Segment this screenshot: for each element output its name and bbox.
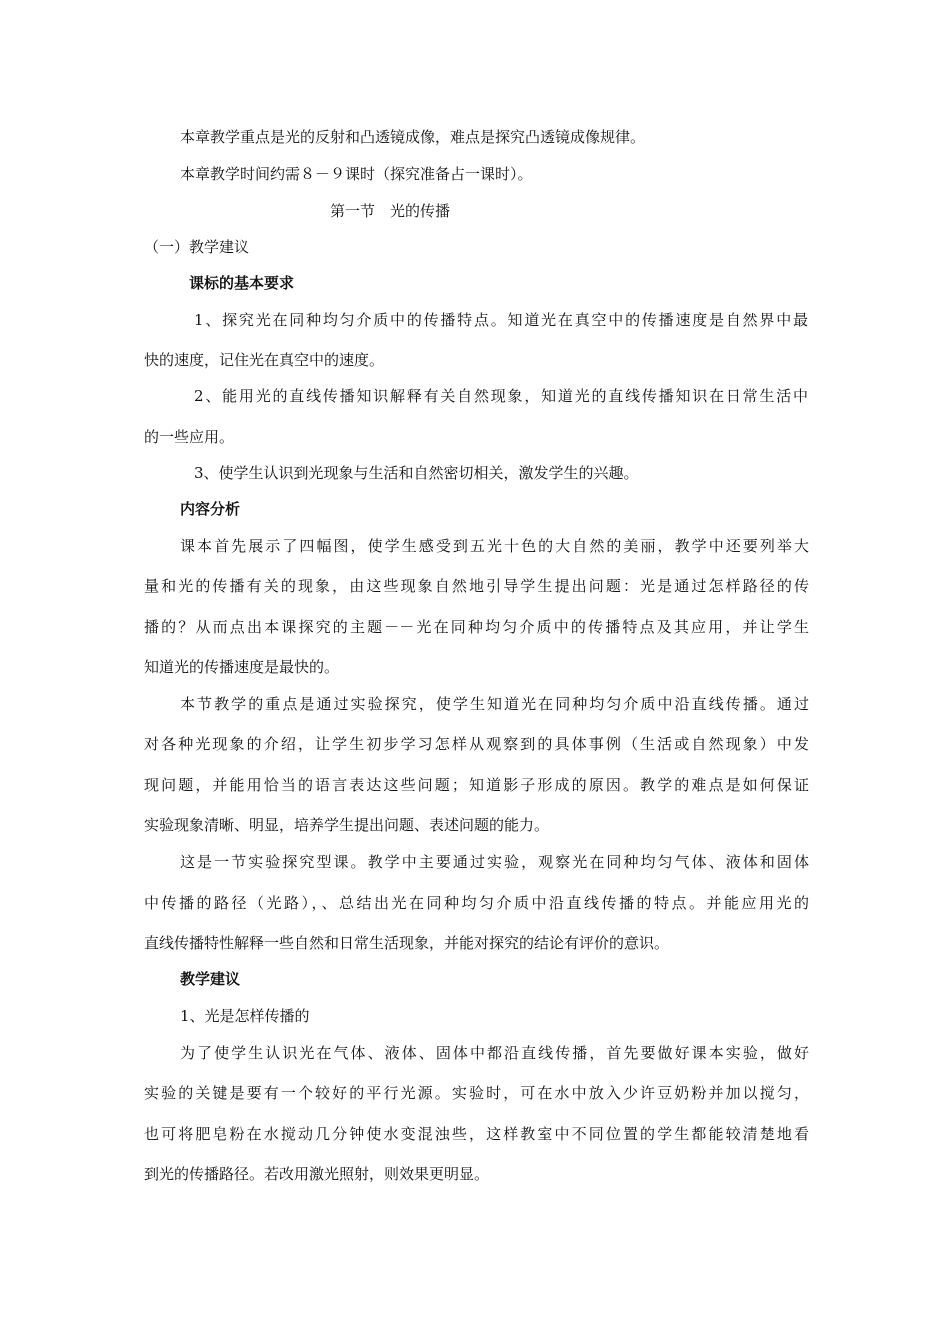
analysis-p3-line1: 这是一节实验探究型课。教学中主要通过实验，观察光在同种均匀气体、液体和固体 [180, 853, 809, 871]
intro-focus: 本章教学重点是光的反射和凸透镜成像，难点是探究凸透镜成像规律。 [180, 128, 646, 146]
suggestions-heading: 教学建议 [180, 970, 241, 988]
analysis-p2-line1: 本节教学的重点是通过实验探究，使学生知道光在同种均匀介质中沿直线传播。通过 [180, 695, 809, 713]
suggestions-item1-title: 1、光是怎样传播的 [180, 1007, 310, 1025]
curriculum-item3: 3、使学生认识到光现象与生活和自然密切相关，激发学生的兴趣。 [194, 464, 639, 482]
part-heading: （一）教学建议 [144, 238, 250, 256]
analysis-p1-line1: 课本首先展示了四幅图，使学生感受到五光十色的大自然的美丽，教学中还要列举大 [180, 537, 809, 555]
suggestions-p1-line3: 也可将肥皂粉在水搅动几分钟使水变混浊些，这样教室中不同位置的学生都能较清楚地看 [144, 1125, 809, 1143]
curriculum-heading: 课标的基本要求 [189, 274, 295, 292]
analysis-p2-line4: 实验现象清晰、明显，培养学生提出问题、表述问题的能力。 [144, 816, 550, 834]
analysis-heading: 内容分析 [180, 500, 241, 518]
analysis-p1-line4: 知道光的传播速度是最快的。 [144, 658, 340, 676]
suggestions-p1-line4: 到光的传播路径。若改用激光照射，则效果更明显。 [144, 1165, 490, 1183]
curriculum-item2-line2: 的一些应用。 [144, 428, 235, 446]
analysis-p3-line3: 直线传播特性解释一些自然和日常生活现象，并能对探究的结论有评价的意识。 [144, 934, 670, 952]
analysis-p3-line2: 中传播的路径（光路），、总结出光在同种均匀介质中沿直线传播的特点。并能应用光的 [144, 894, 809, 912]
suggestions-p1-line1: 为了使学生认识光在气体、液体、固体中都沿直线传播，首先要做好课本实验，做好 [180, 1044, 809, 1062]
curriculum-item1-line2: 快的速度，记住光在真空中的速度。 [144, 351, 385, 369]
suggestions-p1-line2: 实验的关键是要有一个较好的平行光源。实验时，可在水中放入少许豆奶粉并加以搅匀， [144, 1084, 809, 1102]
analysis-p2-line3: 现问题，并能用恰当的语言表达这些问题；知道影子形成的原因。教学的难点是如何保证 [144, 776, 809, 794]
analysis-p2-line2: 对各种光现象的介绍，让学生初步学习怎样从观察到的具体事例（生活或自然现象）中发 [144, 735, 809, 753]
curriculum-item2-line1: 2、能用光的直线传播知识解释有关自然现象，知道光的直线传播知识在日常生活中 [194, 387, 808, 405]
intro-time: 本章教学时间约需８－９课时（探究准备占一课时）。 [180, 165, 533, 183]
analysis-p1-line3: 播的？从而点出本课探究的主题－－光在同种均匀介质中的传播特点及其应用，并让学生 [144, 618, 809, 636]
curriculum-item1-line1: 1、探究光在同种均匀介质中的传播特点。知道光在真空中的传播速度是自然界中最 [194, 311, 808, 329]
section-title: 第一节 光的传播 [330, 202, 451, 220]
analysis-p1-line2: 量和光的传播有关的现象，由这些现象自然地引导学生提出问题：光是通过怎样路径的传 [144, 577, 809, 595]
